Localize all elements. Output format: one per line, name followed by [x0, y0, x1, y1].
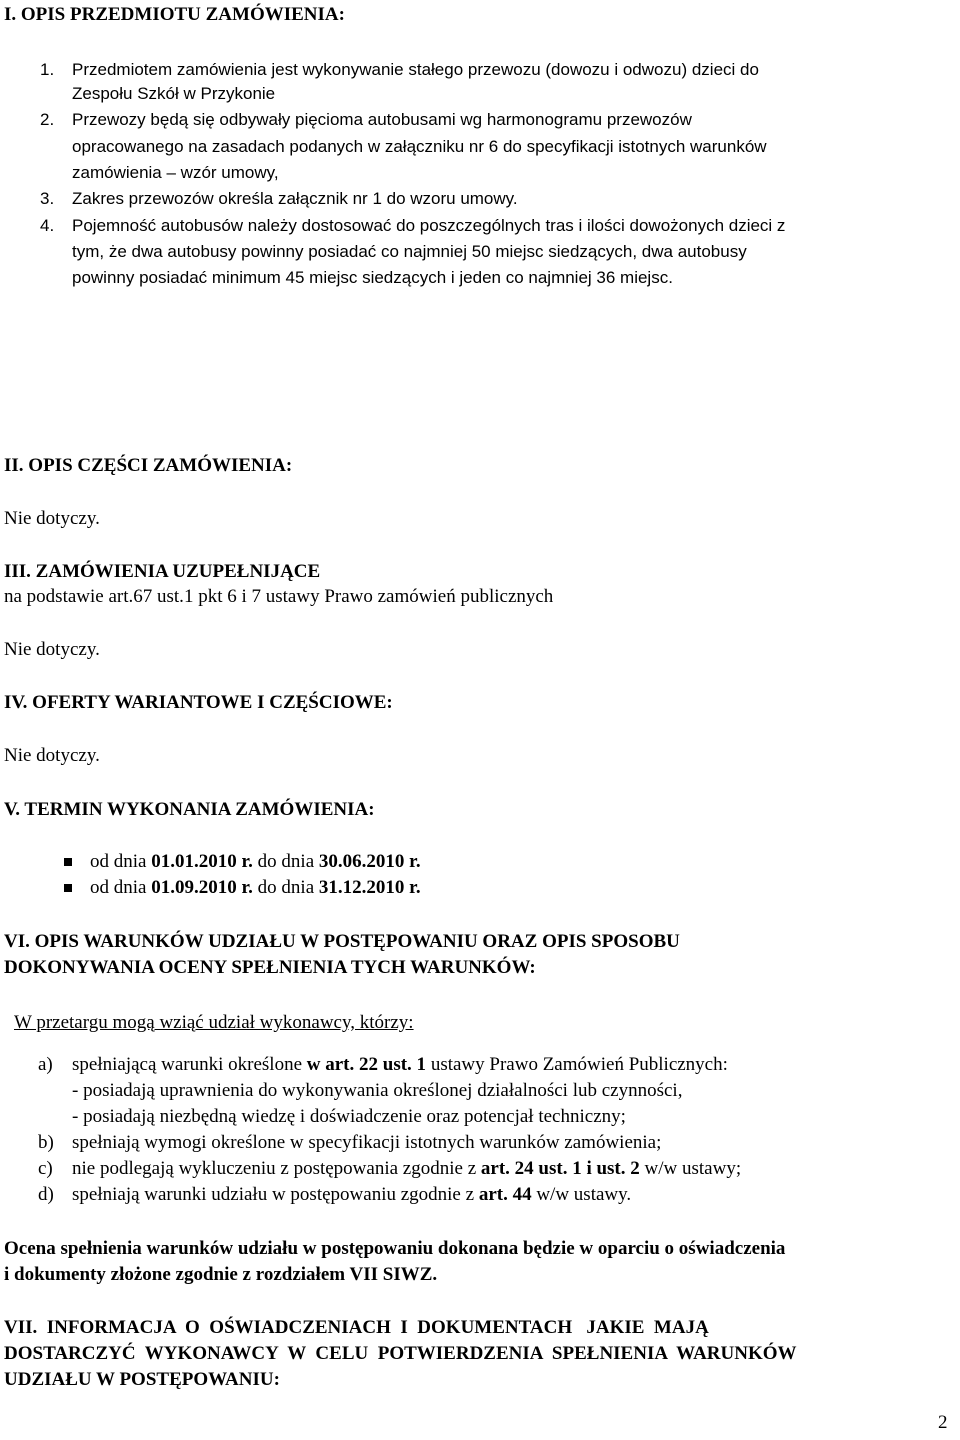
item-4-line-1: Pojemność autobusów należy dostosować do poszczególnych tras i ilości dowożonych dzieci z [72, 216, 786, 235]
section-4-heading: IV. OFERTY WARIANTOWE I CZĘŚCIOWE: [4, 692, 393, 713]
cond-b-label: b) [38, 1132, 54, 1153]
section-6-note-line-1: Ocena spełnienia warunków udziału w postępowaniu dokonana będzie w oparciu o oświadczenia [4, 1238, 786, 1259]
term-2-to-label: do dnia [252, 877, 319, 898]
section-3-subline-prefix: na podstawie art.67 ust. [4, 586, 184, 607]
section-4-body: Nie dotyczy. [4, 745, 100, 766]
cond-a-article: w art. 22 ust. 1 [306, 1054, 427, 1075]
term-item-1 [90, 851, 421, 873]
bullet-icon [64, 858, 72, 866]
section-5-heading: V. TERMIN WYKONANIA ZAMÓWIENIA: [4, 799, 375, 820]
section-7-heading-line-3: UDZIAŁU W POSTĘPOWANIU: [4, 1369, 280, 1390]
cond-d-label: d) [38, 1184, 54, 1205]
term-2-from-date: 01.09.2010 r. [151, 877, 253, 898]
section-2-body: Nie dotyczy. [4, 508, 100, 529]
item-4-line-2: tym, że dwa autobusy powinny posiadać co najmniej 50 miejsc siedzących, dwa autobusy [72, 242, 747, 261]
term-1-from-label: od dnia [90, 851, 152, 872]
item-2-number: 2. [40, 110, 55, 129]
item-1-line-2: Zespołu Szkół w Przykonie [72, 84, 276, 103]
cond-c-label: c) [38, 1158, 53, 1179]
item-2-line-3: zamówienia – wzór umowy, [72, 163, 279, 182]
section-3-subline [4, 586, 553, 608]
section-1-heading: I. OPIS PRZEDMIOTU ZAMÓWIENIA: [4, 4, 345, 25]
item-3-line-1: Zakres przewozów określa załącznik nr 1 do wzoru umowy. [72, 189, 518, 208]
section-6-intro: W przetargu mogą wziąć udział wykonawcy, którzy: [14, 1012, 414, 1033]
cond-c-article: art. 24 ust. 1 i ust. 2 [480, 1158, 640, 1179]
section-7-heading-line-1: VII. INFORMACJA O OŚWIADCZENIACH I DOKUMENTACH JAKIE MAJĄ [4, 1317, 709, 1338]
cond-a-sub-2: - posiadają niezbędną wiedzę i doświadczenie oraz potencjał techniczny; [72, 1106, 626, 1127]
section-6-heading-line-2: DOKONYWANIA OCENY SPEŁNIENIA TYCH WARUNKÓW: [4, 957, 536, 978]
cond-a-text-1: spełniającą warunki określone [72, 1054, 307, 1075]
item-1-number: 1. [40, 60, 55, 79]
term-2-to-date: 31.12.2010 r. [318, 877, 421, 898]
item-2-line-1: Przewozy będą się odbywały pięcioma autobusami wg harmonogramu przewozów [72, 110, 692, 129]
cond-a-text [72, 1054, 728, 1076]
term-1-from-date: 01.01.2010 r. [151, 851, 253, 872]
page-number: 2 [938, 1412, 948, 1433]
term-1-to-date: 30.06.2010 r. [318, 851, 421, 872]
section-6-heading-line-1: VI. OPIS WARUNKÓW UDZIAŁU W POSTĘPOWANIU ORAZ OPIS SPOSOBU [4, 931, 680, 952]
cond-d-text-1: spełniają warunki udziału w postępowaniu zgodnie z [72, 1184, 479, 1205]
cond-a-sub-1: - posiadają uprawnienia do wykonywania określonej działalności lub czynności, [72, 1080, 683, 1101]
cond-b-text: spełniają wymogi określone w specyfikacji istotnych warunków zamówienia; [72, 1132, 662, 1153]
item-4-number: 4. [40, 216, 55, 235]
section-6-note-line-2: i dokumenty złożone zgodnie z rozdziałem VII SIWZ. [4, 1264, 438, 1285]
term-1-to-label: do dnia [252, 851, 319, 872]
cond-c-text-3: w/w ustawy; [639, 1158, 742, 1179]
section-2-heading: II. OPIS CZĘŚCI ZAMÓWIENIA: [4, 455, 293, 476]
bullet-icon [64, 884, 72, 892]
item-1-line-1: Przedmiotem zamówienia jest wykonywanie stałego przewozu (dowozu i odwozu) dzieci do [72, 60, 759, 79]
cond-d-text-3: w/w ustawy. [531, 1184, 632, 1205]
cond-c-text-1: nie podlegają wykluczeniu z postępowania zgodnie z [72, 1158, 481, 1179]
cond-d-text [72, 1184, 631, 1206]
section-3-body: Nie dotyczy. [4, 639, 100, 660]
cond-c-text [72, 1158, 741, 1180]
section-3-heading: III. ZAMÓWIENIA UZUPEŁNIJĄCE [4, 561, 321, 582]
cond-a-label: a) [38, 1054, 53, 1075]
cond-a-text-3: ustawy Prawo Zamówień Publicznych: [426, 1054, 728, 1075]
term-item-2 [90, 877, 421, 899]
item-3-number: 3. [40, 189, 55, 208]
section-7-heading-line-2: DOSTARCZYĆ WYKONAWCY W CELU POTWIERDZENIA SPEŁNIENIA WARUNKÓW [4, 1343, 797, 1364]
section-3-subline-rest: 1 pkt 6 i 7 ustawy Prawo zamówień publicznych [183, 586, 554, 607]
cond-d-article: art. 44 [478, 1184, 532, 1205]
item-2-line-2: opracowanego na zasadach podanych w załączniku nr 6 do specyfikacji istotnych warunków [72, 137, 767, 156]
item-4-line-3: powinny posiadać minimum 45 miejsc siedzących i jeden co najmniej 36 miejsc. [72, 268, 673, 287]
term-2-from-label: od dnia [90, 877, 152, 898]
